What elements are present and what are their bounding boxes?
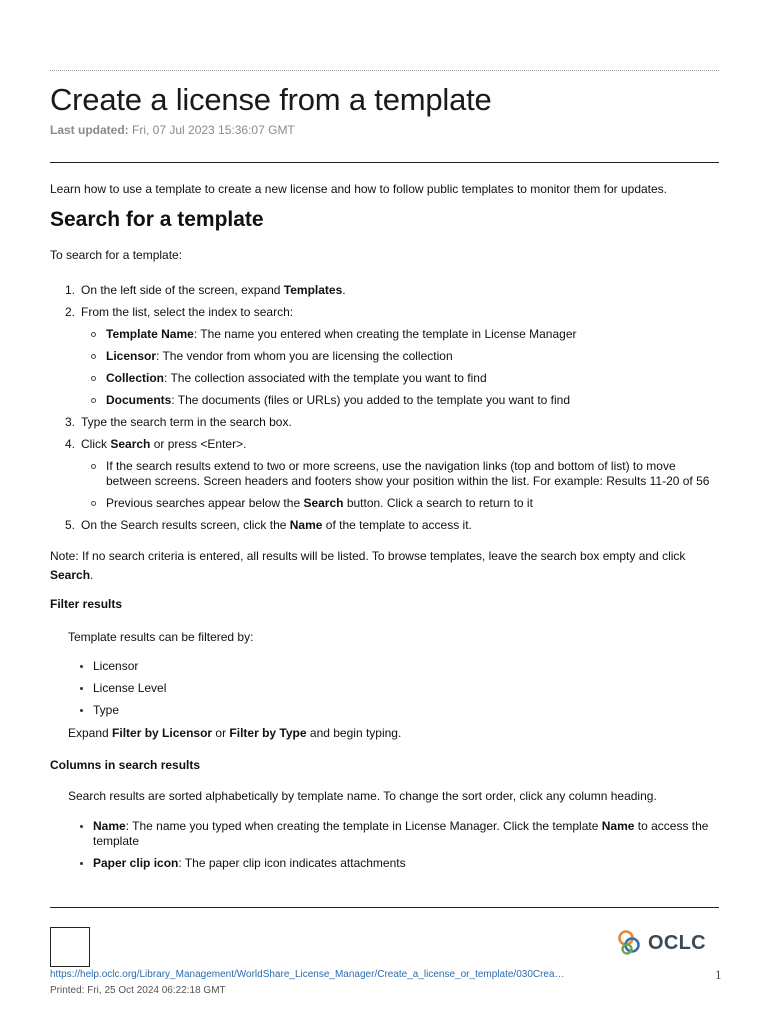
search-note-text: button. Click a search to return to it — [343, 496, 533, 510]
index-option — [106, 327, 719, 342]
column-bold: Name — [601, 819, 635, 833]
index-options-list — [81, 327, 719, 408]
note-text: Note: If no search criteria is entered, all results will be listed. To browse templates, leave the search box empty and click — [50, 549, 686, 563]
index-option-name: Template Name — [106, 327, 194, 341]
last-updated-label: Last updated: — [50, 123, 129, 137]
step-number: 2. — [64, 305, 75, 319]
article-body — [50, 182, 719, 878]
search-notes-list — [81, 459, 719, 511]
index-option — [106, 393, 719, 408]
step-text: of the template to access it. — [322, 518, 472, 532]
last-updated-value: Fri, 07 Jul 2023 15:36:07 GMT — [132, 123, 295, 137]
step-number: 1. — [64, 283, 75, 297]
search-note-text: Previous searches appear below the — [106, 496, 304, 510]
index-option-name: Licensor — [106, 349, 157, 363]
column-name: Paper clip icon — [93, 856, 179, 870]
step-number: 4. — [64, 437, 75, 451]
qr-code-placeholder — [50, 927, 90, 967]
oclc-logo — [617, 927, 706, 959]
column-desc: : The paper clip icon indicates attachments — [178, 856, 406, 870]
index-option-name: Documents — [106, 393, 172, 407]
step-text: On the left side of the screen, expand — [81, 283, 284, 297]
filter-heading: Filter results — [50, 597, 123, 611]
step-bold: Name — [289, 518, 323, 532]
filter-list — [50, 659, 719, 718]
step-text: or press <Enter>. — [150, 437, 247, 451]
expand-text: or — [212, 726, 230, 740]
page-title: Create a license from a template — [50, 82, 492, 117]
last-updated — [50, 123, 295, 137]
footer-source-link[interactable]: https://help.oclc.org/Library_Management/WorldShare_License_Manager/Create_a_license_or_template/030Crea… — [50, 969, 565, 980]
intro-paragraph: Learn how to use a template to create a new license and how to follow public templates to monitor them for updates. — [50, 182, 668, 196]
step-number: 5. — [64, 518, 75, 532]
filter-expand-paragraph — [68, 726, 719, 741]
step-text: On the Search results screen, click the — [81, 518, 290, 532]
top-dotted-rule — [50, 70, 719, 71]
column-name: Name — [93, 819, 126, 833]
search-note-paragraph — [50, 547, 719, 585]
step-item — [64, 305, 719, 408]
index-option-name: Collection — [106, 371, 165, 385]
step-item — [64, 437, 719, 511]
step-bold: Templates — [283, 283, 343, 297]
step-item — [64, 415, 719, 430]
expand-text: and begin typing. — [306, 726, 402, 740]
step-number: 3. — [64, 415, 75, 429]
columns-heading: Columns in search results — [50, 758, 201, 772]
search-note: If the search results extend to two or more screens, use the navigation links (top and bottom of list) to move between screens. Screen headers and footers show your position within the list. For example: Results 11-20 of 56 — [106, 459, 719, 489]
step-text: From the list, select the index to search: — [81, 305, 294, 319]
step-text: Type the search term in the search box. — [81, 415, 292, 429]
columns-lead: Search results are sorted alphabetically by template name. To change the sort order, click any column heading. — [68, 789, 657, 803]
column-item — [93, 856, 719, 871]
search-steps-list — [50, 283, 719, 533]
search-lead: To search for a template: — [50, 248, 183, 262]
search-note — [106, 496, 719, 511]
filter-lead: Template results can be filtered by: — [68, 630, 254, 644]
expand-bold: Filter by Licensor — [112, 726, 213, 740]
filter-item: Licensor — [93, 659, 719, 674]
search-note-bold: Search — [303, 496, 344, 510]
index-option — [106, 371, 719, 386]
expand-text: Expand — [68, 726, 113, 740]
column-desc: to access the template — [93, 819, 709, 848]
page-number: 1 — [715, 967, 722, 982]
footer-printed-date: Printed: Fri, 25 Oct 2024 06:22:18 GMT — [50, 985, 226, 996]
index-option-desc: : The vendor from whom you are licensing the collection — [156, 349, 453, 363]
step-bold: Search — [110, 437, 151, 451]
columns-list — [50, 819, 719, 871]
expand-bold: Filter by Type — [229, 726, 307, 740]
oclc-logo-text: OCLC — [648, 931, 706, 954]
step-item — [64, 283, 719, 298]
footer-divider — [50, 907, 719, 908]
step-text: Click — [81, 437, 111, 451]
filter-item: License Level — [93, 681, 719, 696]
note-bold: Search — [50, 568, 91, 582]
search-section-heading: Search for a template — [50, 208, 264, 231]
index-option-desc: : The collection associated with the template you want to find — [164, 371, 487, 385]
filter-item: Type — [93, 703, 719, 718]
index-option — [106, 349, 719, 364]
title-divider — [50, 162, 719, 163]
index-option-desc: : The documents (files or URLs) you added to the template you want to find — [171, 393, 571, 407]
index-option-desc: : The name you entered when creating the template in License Manager — [193, 327, 577, 341]
oclc-logo-mark-icon — [617, 927, 645, 959]
note-text: . — [90, 568, 94, 582]
step-item — [64, 518, 719, 533]
column-item — [93, 819, 719, 849]
step-text: . — [342, 283, 346, 297]
column-desc: : The name you typed when creating the template in License Manager. Click the template — [125, 819, 602, 833]
